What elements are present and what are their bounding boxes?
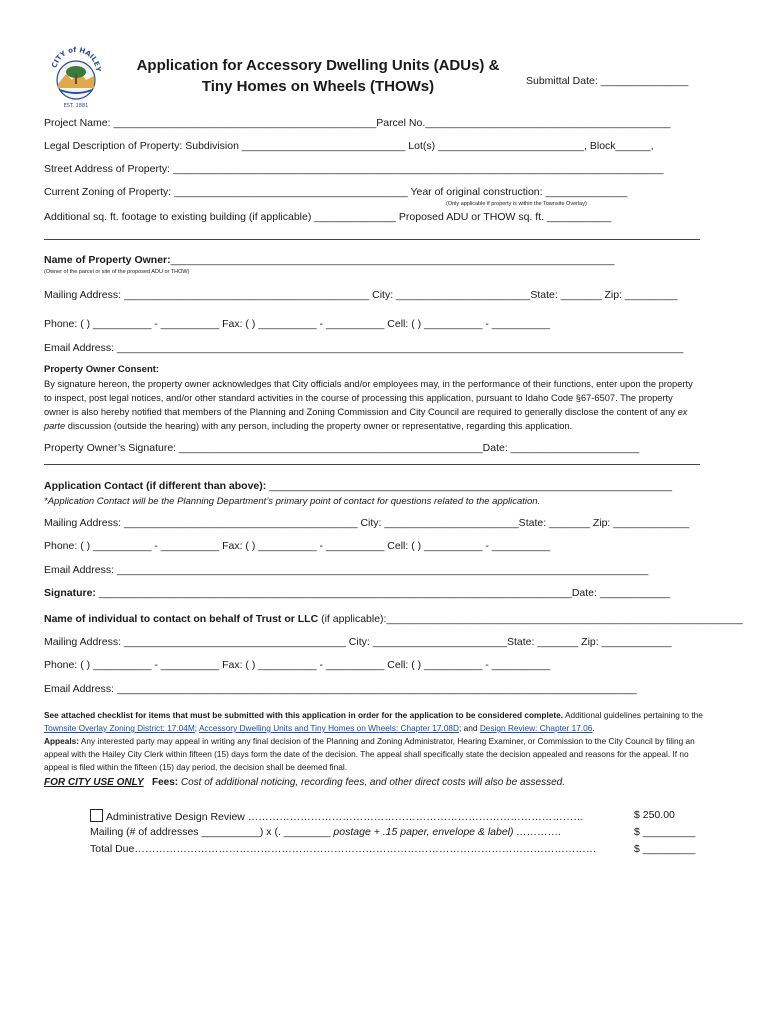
mailing-fee-amount[interactable]: $ _________ bbox=[634, 826, 696, 838]
trust-heading-line: (if applicable):_____________________________________________________________ bbox=[318, 613, 743, 625]
svg-text:EST. 1881: EST. 1881 bbox=[63, 103, 89, 109]
legal-description-field[interactable]: Legal Description of Property: Subdivision ____________________________ Lot(s) _________________________, Block______, bbox=[44, 140, 654, 152]
admin-design-review-checkbox[interactable] bbox=[90, 809, 103, 822]
contact-email-field[interactable]: Email Address: ___________________________________________________________________________________________ bbox=[44, 564, 649, 576]
consent-text-a: By signature hereon, the property owner acknowledges that City officials and/or employees may, in the performance of their functions, enter upon the property to inspect, post legal notices, and/or other standard activities in the course of processing this application, pursuant to Idaho Code §67-6507. The property owner is also hereby notified that members of the Planning and Zoning Commission and City Council are required to generally disclose the content of any bbox=[44, 379, 693, 417]
checklist-end: . bbox=[592, 723, 595, 733]
owner-name-label: Name of Property Owner: bbox=[44, 254, 171, 266]
contact-heading-label: Application Contact (if different than above): bbox=[44, 480, 267, 492]
design-review-chapter-link[interactable]: Design Review: Chapter 17.06 bbox=[479, 723, 593, 733]
consent-heading: Property Owner Consent: bbox=[44, 364, 160, 375]
townsite-overlay-link[interactable]: Townsite Overlay Zoning District: 17.04M bbox=[44, 723, 195, 733]
owner-name-note: (Owner of the parcel or site of the proposed ADU or THOW) bbox=[44, 269, 190, 275]
section-divider bbox=[44, 239, 700, 240]
contact-signature-label: Signature: bbox=[44, 587, 96, 599]
adu-thow-chapter-link[interactable]: Accessory Dwelling Units and Tiny Homes on Wheels: Chapter 17.08D bbox=[198, 723, 460, 733]
mailing-fee-detail: postage + .15 paper, envelope & label) …………. bbox=[333, 826, 562, 838]
contact-note: *Application Contact will be the Planning Department’s primary point of contact for questions related to the application. bbox=[44, 496, 541, 507]
trust-mailing-field[interactable]: Mailing Address: ______________________________________ City: _______________________State: _______ Zip: ____________ bbox=[44, 636, 672, 648]
owner-mailing-field[interactable]: Mailing Address: __________________________________________ City: _______________________State: _______ Zip: _________ bbox=[44, 289, 678, 301]
total-due-amount[interactable]: $ _________ bbox=[634, 843, 696, 855]
checklist-sep: ; bbox=[194, 723, 199, 733]
owner-phone-field[interactable]: Phone: ( ) __________ - __________ Fax: ( ) __________ - __________ Cell: ( ) __________ - __________ bbox=[44, 318, 551, 330]
trust-phone-field[interactable]: Phone: ( ) __________ - __________ Fax: ( ) __________ - __________ Cell: ( ) __________ - __________ bbox=[44, 659, 551, 671]
checklist-text: Additional guidelines pertaining to the bbox=[563, 710, 703, 720]
owner-email-field[interactable]: Email Address: _________________________________________________________________________________________________ bbox=[44, 342, 684, 354]
checklist-paragraph bbox=[44, 709, 704, 774]
appeals-text: Any interested party may appeal in writing any final decision of the Planning and Zoning Administrator, Hearing Examiner, or Commission to the City Council by filing an appeal with the Hailey City Clerk within fifteen (15) days form the date of the decision. The appeal shall specifically state the decision appealed and reasons for the appeal. If no appeal is filed within the fifteen (15) day period, the decision shall be deemed final. bbox=[44, 736, 695, 772]
fees-text: Cost of additional noticing, recording fees, and other direct costs will also be assessed. bbox=[178, 777, 565, 788]
mailing-fee-label: Mailing (# of addresses __________) x (. ________ bbox=[90, 826, 334, 838]
section-divider bbox=[44, 464, 700, 465]
title-line-1: Application for Accessory Dwelling Units (ADUs) & bbox=[136, 57, 500, 74]
contact-signature-field[interactable] bbox=[44, 587, 670, 599]
fees-label: Fees: bbox=[151, 777, 179, 788]
admin-design-review-row bbox=[90, 809, 584, 823]
appeals-label: Appeals: bbox=[44, 736, 80, 746]
total-due-label: Total Due…………………………………………………………………………………………………………………… bbox=[90, 843, 597, 855]
mailing-fee-row[interactable] bbox=[90, 826, 561, 838]
consent-text-ital: ex parte bbox=[44, 407, 688, 431]
admin-design-review-label: Administrative Design Review …………………………………………………………………………………… bbox=[106, 811, 584, 823]
owner-signature-field[interactable] bbox=[44, 442, 639, 454]
consent-text-b: discussion (outside the hearing) with any person, including the property owner or representative, regarding this application. bbox=[65, 421, 573, 431]
contact-heading-line: _____________________________________________________________________ bbox=[266, 480, 673, 492]
checklist-sep: ; and bbox=[459, 723, 480, 733]
contact-signature-line: _________________________________________________________________________________Date: ____________ bbox=[95, 587, 670, 599]
square-footage-field[interactable]: Additional sq. ft. footage to existing building (if applicable) ______________ Proposed ADU or THOW sq. ft. ___________ bbox=[44, 211, 612, 223]
zoning-field[interactable]: Current Zoning of Property: ________________________________________ Year of original construction: ______________ bbox=[44, 186, 628, 198]
owner-name-field[interactable] bbox=[44, 254, 614, 266]
form-title bbox=[118, 55, 518, 97]
contact-mailing-field[interactable]: Mailing Address: ________________________________________ City: _______________________State: _______ Zip: _____________ bbox=[44, 517, 690, 529]
checklist-bold: See attached checklist for items that must be submitted with this application in order for the application to be considered complete. bbox=[44, 710, 564, 720]
owner-signature-line: Property Owner’s Signature: ____________________________________________________Date: ______________________ bbox=[44, 442, 640, 454]
consent-paragraph bbox=[44, 377, 700, 433]
submittal-date-field[interactable]: Submittal Date: _______________ bbox=[526, 75, 689, 87]
city-seal-logo bbox=[46, 40, 106, 110]
contact-heading-field[interactable] bbox=[44, 480, 672, 492]
contact-phone-field[interactable]: Phone: ( ) __________ - __________ Fax: ( ) __________ - __________ Cell: ( ) __________ - __________ bbox=[44, 540, 551, 552]
zoning-note: (Only applicable if property is within the Townsite Overlay) bbox=[446, 201, 587, 207]
svg-text:CITY of HAILEY: CITY of HAILEY bbox=[50, 45, 103, 73]
trust-email-field[interactable]: Email Address: _________________________________________________________________________________________ bbox=[44, 683, 637, 695]
city-use-label: FOR CITY USE ONLY bbox=[44, 777, 144, 788]
owner-name-line: ____________________________________________________________________________ bbox=[170, 254, 615, 266]
trust-heading-label: Name of individual to contact on behalf of Trust or LLC bbox=[44, 613, 319, 625]
project-name-field[interactable]: Project Name: _____________________________________________Parcel No.__________________________________________ bbox=[44, 117, 671, 129]
street-address-field[interactable]: Street Address of Property: ____________________________________________________________________________________ bbox=[44, 163, 664, 175]
trust-contact-field[interactable] bbox=[44, 613, 743, 625]
title-line-2: Tiny Homes on Wheels (THOWs) bbox=[201, 78, 435, 95]
admin-design-review-amount: $ 250.00 bbox=[634, 809, 675, 821]
city-use-line bbox=[44, 777, 565, 788]
